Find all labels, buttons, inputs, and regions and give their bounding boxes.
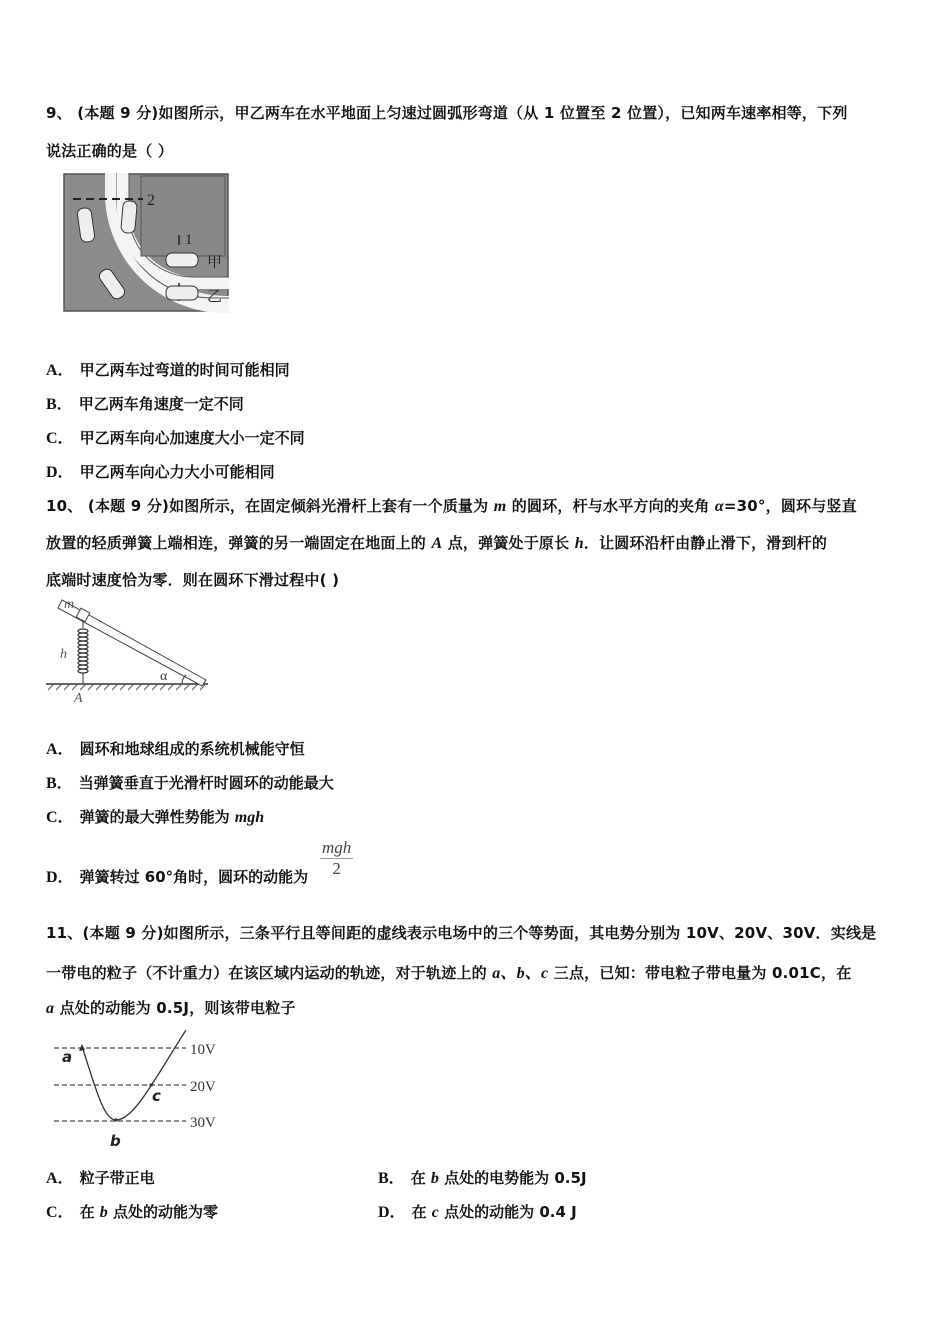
q10-stem-line3: 底端时速度恰为零．则在圆环下滑过程中( ): [46, 571, 340, 589]
q11-option-a[interactable]: A． 粒子带正电: [46, 1169, 155, 1187]
q10-option-c[interactable]: C． 弹簧的最大弹性势能为 mgh: [46, 808, 265, 826]
q11-stem-line3: a 点处的动能为 0.5J，则该带电粒子: [46, 999, 296, 1017]
q10-option-b[interactable]: B． 当弹簧垂直于光滑杆时圆环的动能最大: [46, 774, 334, 792]
svg-text:a: a: [62, 1048, 73, 1066]
q10-option-a[interactable]: A． 圆环和地球组成的系统机械能守恒: [46, 740, 305, 758]
q10-option-d-fraction: mgh 2: [322, 838, 352, 878]
svg-text:h: h: [60, 647, 67, 662]
svg-text:c: c: [152, 1087, 161, 1105]
q9-figure-curved-road: [63, 173, 229, 317]
svg-text:1: 1: [185, 232, 193, 248]
q9-option-c[interactable]: C． 甲乙两车向心加速度大小一定不同: [46, 429, 305, 447]
svg-text:A: A: [74, 691, 83, 706]
q9-stem-line1: 9、 (本题 9 分)如图所示，甲乙两车在水平地面上匀速过圆弧形弯道（从 1 位置至 2 位置），已知两车速率相等，下列: [46, 104, 848, 122]
q11-option-b[interactable]: B． 在 b 点处的电势能为 0.5J: [378, 1169, 587, 1187]
q10-option-d[interactable]: D． 弹簧转过 60°角时，圆环的动能为: [46, 868, 309, 886]
q10-figure-incline-spring: [44, 596, 214, 712]
q11-stem-line2: 一带电的粒子（不计重力）在该区域内运动的轨迹，对于轨迹上的 a、b、c 三点，已知：带电粒子带电量为 0.01C，在: [46, 964, 852, 982]
svg-text:2: 2: [147, 192, 155, 209]
q11-option-d[interactable]: D． 在 c 点处的动能为 0.4 J: [378, 1203, 577, 1221]
q11-figure-equipotential: [44, 1030, 234, 1159]
q11-option-c[interactable]: C． 在 b 点处的动能为零: [46, 1203, 219, 1221]
q9-stem-line2: 说法正确的是（ ）: [46, 142, 174, 160]
q10-stem-line1: 10、 (本题 9 分)如图所示，在固定倾斜光滑杆上套有一个质量为 m 的圆环，杆与水平方向的夹角 α=30°，圆环与竖直: [46, 497, 857, 515]
q11-stem-line1: 11、(本题 9 分)如图所示，三条平行且等间距的虚线表示电场中的三个等势面，其电势分别为 10V、20V、30V．实线是: [46, 924, 877, 942]
q10-stem-line2: 放置的轻质弹簧上端相连，弹簧的另一端固定在地面上的 A 点，弹簧处于原长 h．让圆环沿杆由静止滑下，滑到杆的: [46, 534, 828, 552]
svg-text:b: b: [110, 1132, 121, 1150]
svg-text:乙: 乙: [207, 287, 223, 305]
svg-text:20V: 20V: [190, 1079, 216, 1095]
svg-text:10V: 10V: [190, 1042, 216, 1058]
svg-text:甲: 甲: [207, 253, 223, 271]
q9-option-b[interactable]: B． 甲乙两车角速度一定不同: [46, 395, 244, 413]
q9-option-a[interactable]: A． 甲乙两车过弯道的时间可能相同: [46, 361, 290, 379]
svg-text:α: α: [160, 669, 168, 684]
q9-option-d[interactable]: D． 甲乙两车向心力大小可能相同: [46, 463, 275, 481]
svg-text:m: m: [64, 597, 75, 612]
svg-text:30V: 30V: [190, 1115, 216, 1131]
